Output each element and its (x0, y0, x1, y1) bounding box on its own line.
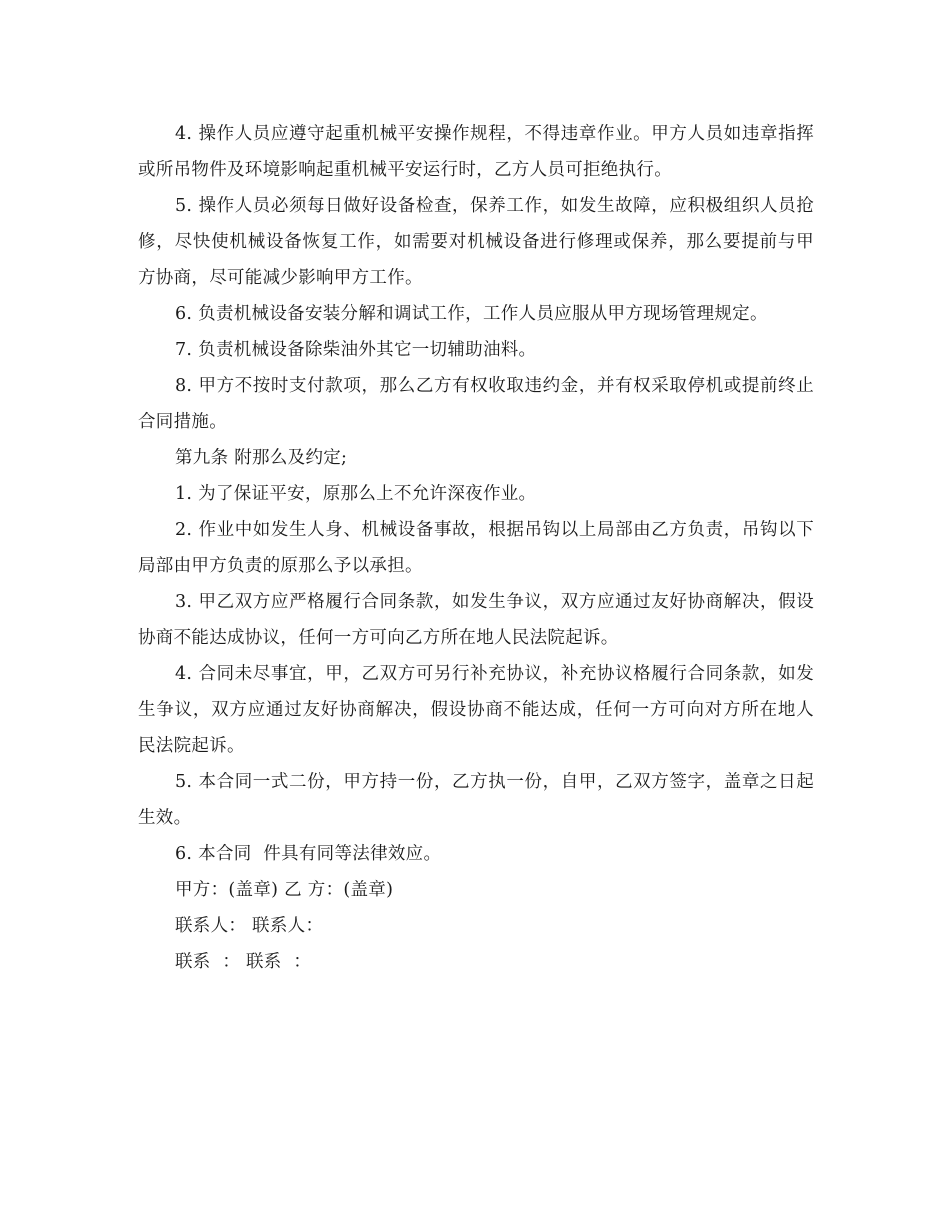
article-9-item-4: 4. 合同未尽事宜，甲，乙双方可另行补充协议，补充协议格履行合同条款，如发生争议，双方应通过友好协商解决，假设协商不能达成，任何一方可向对方所在地人民法院起诉。 (138, 664, 814, 756)
article-9-heading: 第九条 附那么及约定; (175, 448, 348, 468)
article-9-item-3: 3. 甲乙双方应严格履行合同条款，如发生争议，双方应通过友好协商解决，假设协商不能达成协议，任何一方可向乙方所在地人民法院起诉。 (138, 592, 814, 648)
signature-phones-line: 联系 ： 联系 ： (175, 952, 312, 972)
clause-7-auxiliary-oil: 7. 负责机械设备除柴油外其它一切辅助油料。 (175, 340, 537, 360)
article-9-item-5: 5. 本合同一式二份，甲方持一份，乙方执一份，自甲，乙双方签字，盖章之日起生效。 (138, 772, 814, 828)
article-9-item-1: 1. 为了保证平安，原那么上不允许深夜作业。 (175, 484, 537, 504)
document-page (138, 116, 814, 980)
signature-parties-line: 甲方：(盖章) 乙 方：(盖章) (175, 880, 394, 900)
clause-4-operator-safety: 4. 操作人员应遵守起重机械平安操作规程，不得违章作业。甲方人员如违章指挥或所吊物件及环境影响起重机械平安运行时，乙方人员可拒绝执行。 (138, 124, 814, 180)
article-9-item-6: 6. 本合同 件具有同等法律效应。 (175, 844, 442, 864)
clause-6-installation-debugging: 6. 负责机械设备安装分解和调试工作，工作人员应服从甲方现场管理规定。 (175, 304, 768, 324)
signature-contacts-line: 联系人： 联系人： (175, 916, 324, 936)
clause-5-equipment-maintenance: 5. 操作人员必须每日做好设备检查，保养工作，如发生故障，应积极组织人员抢修，尽快使机械设备恢复工作，如需要对机械设备进行修理或保养，那么要提前与甲方协商，尽可能减少影响甲方工作。 (138, 196, 814, 288)
clause-8-late-payment: 8. 甲方不按时支付款项，那么乙方有权收取违约金，并有权采取停机或提前终止合同措施。 (138, 376, 814, 432)
article-9-item-2: 2. 作业中如发生人身、机械设备事故，根据吊钩以上局部由乙方负责，吊钩以下局部由甲方负责的原那么予以承担。 (138, 520, 814, 576)
